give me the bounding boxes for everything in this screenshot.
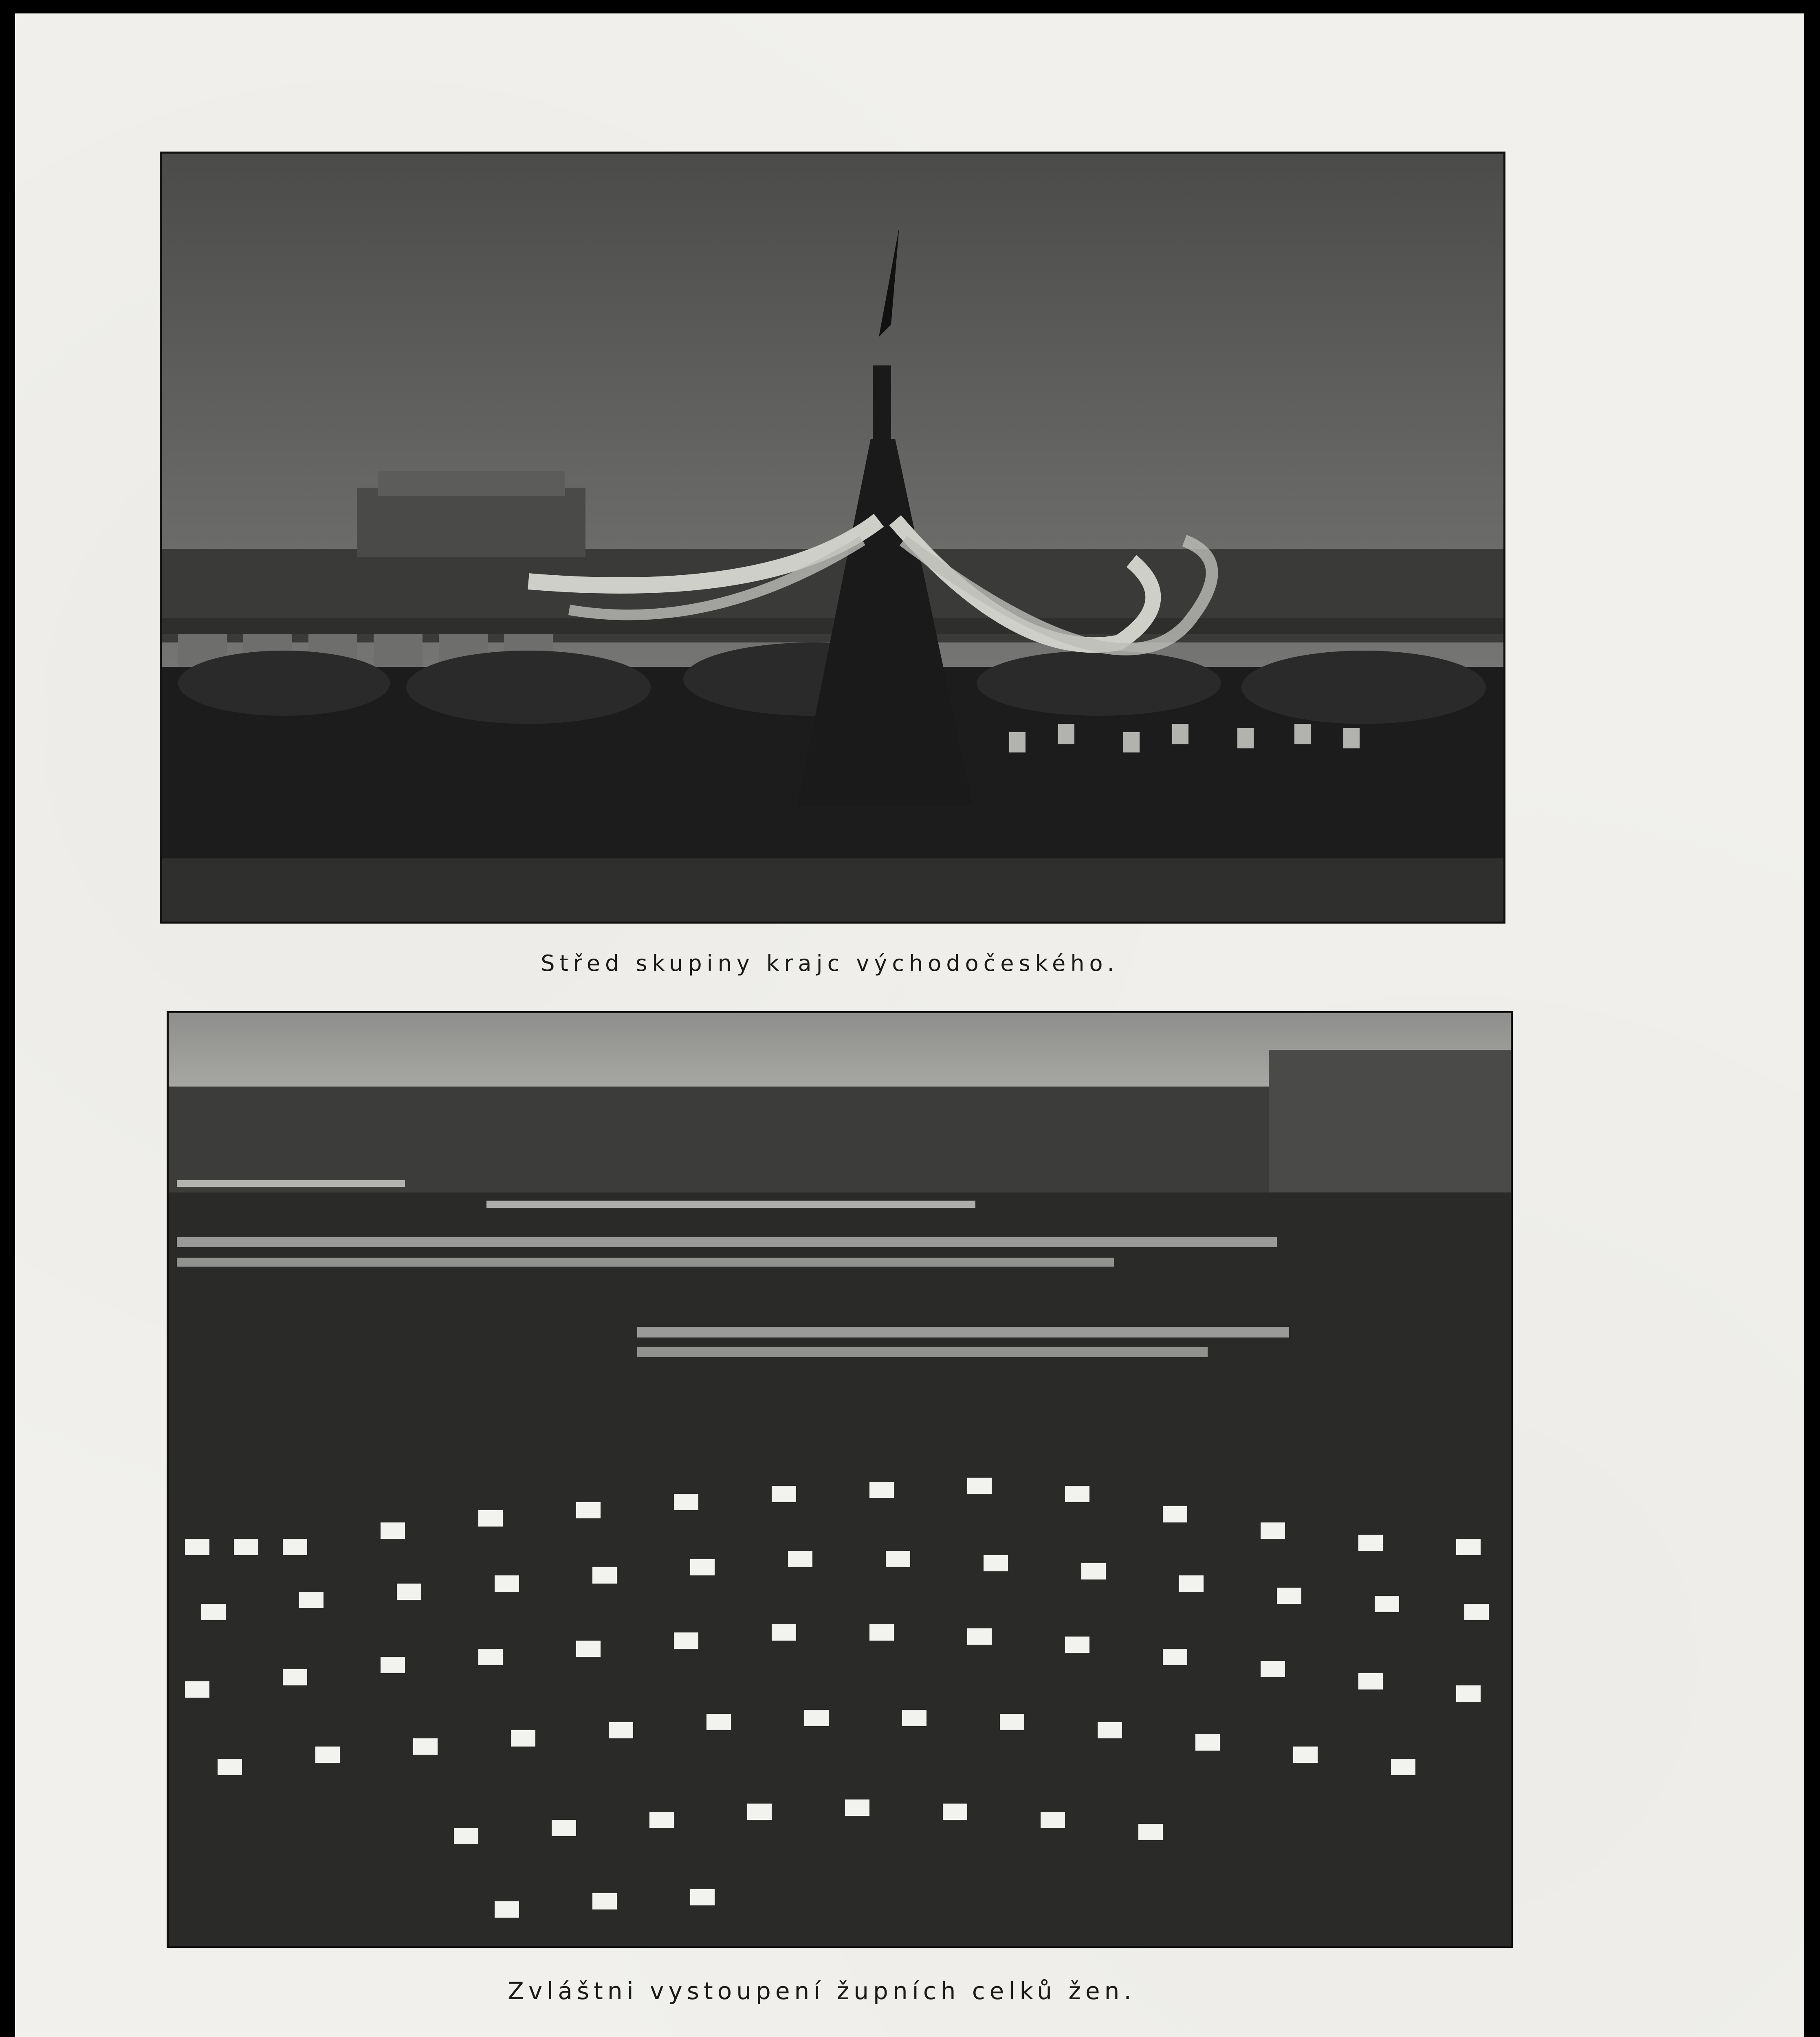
photo-east-bohemia-group xyxy=(160,152,1505,924)
photo-caption-1: Střed skupiny krajc východočeského. xyxy=(541,950,1119,976)
book-page xyxy=(15,13,1804,2037)
photo-caption-2: Zvláštni vystoupení župních celků žen. xyxy=(508,1977,1136,2005)
photo-womens-performance-image xyxy=(169,1013,1511,1946)
photo-womens-performance xyxy=(167,1011,1513,1948)
photo-east-bohemia-image xyxy=(162,154,1503,922)
